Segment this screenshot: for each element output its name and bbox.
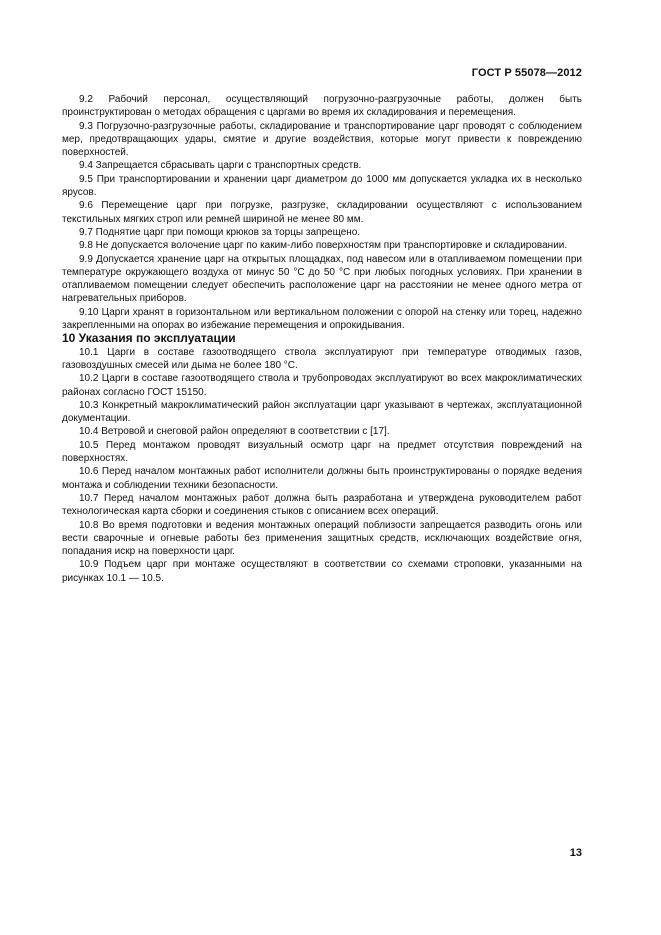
paragraph-9-3: 9.3 Погрузочно-разгрузочные работы, складирование и транспортирование царг проводят с соблюдением мер, предотвращающих удары, смятие и другие воздействия, которые могут привести к повреждению поверхностей.: [62, 120, 582, 159]
section-10-heading: 10 Указания по эксплуатации: [62, 331, 236, 346]
paragraph-10-5: 10.5 Перед монтажом проводят визуальный осмотр царг на предмет отсутствия повреждений на поверхностях.: [62, 439, 582, 465]
paragraph-10-6: 10.6 Перед началом монтажных работ исполнители должны быть проинструктированы о порядке ведения монтажа и соблюдении техники безопасности.: [62, 466, 582, 491]
paragraph-10-9: 10.9 Подъем царг при монтаже осуществляют в соответствии со схемами строповки, указанными на рисунках 10.1 — 10.5.: [62, 559, 582, 584]
paragraph-9-8: 9.8 Не допускается волочение царг по каким-либо поверхностям при транспортировке и складировании.: [79, 240, 568, 252]
paragraph-9-9: 9.9 Допускается хранение царг на открытых площадках, под навесом или в отапливаемом помещении при температуре окружающего воздуха от минус 50 °С до 50 °С при любых погодных условиях. При хранении в отапливаемом помещении следует обеспечить расположение царг на расстоянии не менее одного метра от нагревательных приборов.: [62, 253, 582, 305]
paragraph-10-8: 10.8 Во время подготовки и ведения монтажных операций поблизости запрещается разводить огонь или вести сварочные и огневые работы без применения защитных средств, исключающих воздействие огня, попадания искр на поверхности царг.: [62, 519, 582, 558]
document-body: [62, 93, 582, 585]
paragraph-10-2: 10.2 Царги в составе газоотводящего ствола и трубопроводах эксплуатируют во всех макроклиматических районах согласно ГОСТ 15150.: [62, 373, 582, 398]
standard-number-header: ГОСТ Р 55078—2012: [471, 67, 582, 79]
page-number: 13: [569, 847, 582, 859]
paragraph-9-7: 9.7 Поднятие царг при помощи крюков за торцы запрещено.: [79, 226, 361, 238]
paragraph-9-5: 9.5 При транспортировании и хранении царг диаметром до 1000 мм допускается укладка их в несколько ярусов.: [62, 173, 582, 199]
paragraph-9-4: 9.4 Запрещается сбрасывать царги с транспортных средств.: [79, 160, 362, 172]
paragraph-9-10: 9.10 Царги хранят в горизонтальном или вертикальном положении с опорой на стенку или торец, надежно закрепленными на опорах во избежание перемещения и опрокидывания.: [62, 306, 582, 332]
paragraph-9-6: 9.6 Перемещение царг при погрузке, разгрузке, складировании осуществляют с использованием текстильных мягких строп или ремней шириной не менее 80 мм.: [62, 200, 582, 225]
paragraph-9-2: 9.2 Рабочий персонал, осуществляющий погрузочно-разгрузочные работы, должен быть проинструктирован о методах обращения с царгами во время их складирования и перемещения.: [62, 94, 582, 119]
paragraph-10-3: 10.3 Конкретный макроклиматический район эксплуатации царг указывают в чертежах, эксплуатационной документации.: [62, 399, 582, 425]
paragraph-10-1: 10.1 Царги в составе газоотводящего ствола эксплуатируют при температуре отводимых газов, газовоздушных смесей или дыма не более 180 °С.: [62, 346, 582, 371]
paragraph-10-4: 10.4 Ветровой и снеговой район определяют в соответствии с [17].: [79, 426, 390, 438]
paragraph-10-7: 10.7 Перед началом монтажных работ должна быть разработана и утверждена руководителем работ технологическая карта сборки и соединения стыков с описанием всех операций.: [62, 492, 582, 518]
